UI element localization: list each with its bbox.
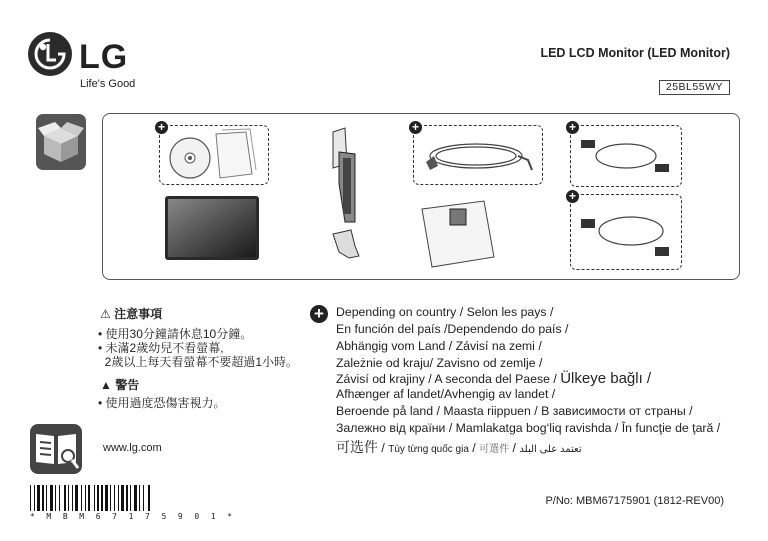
caution-item: • 使用30分鐘請休息10分鐘。 [98,327,253,341]
barcode-bar [55,485,56,511]
country-line: En función del país /Dependendo do país / [336,322,569,336]
barcode-bar [94,485,95,511]
country-line: Závisí od krajiny / A seconda del Paese / Ülkeye bağlı / [336,370,652,387]
barcode-bar [130,485,131,511]
barcode-bar [148,485,150,511]
barcode-bar [105,485,108,511]
country-line: Depending on country / Selon les pays / [336,305,554,319]
barcode-bar [81,485,82,511]
barcode-bar [85,485,86,511]
barcode-bar [88,485,90,511]
barcode-bar [121,485,124,511]
barcode-bar [110,485,111,511]
barcode-bar [101,485,103,511]
barcode-bar [42,485,44,511]
optional-cd-group [159,125,269,185]
optional-marker-icon: + [409,121,422,134]
brand-name: LG [79,38,129,76]
manual-icon [30,424,82,474]
part-number: P/No: MBM67175901 (1812-REV00) [545,495,724,507]
optional-dp-cable-group [570,194,682,270]
barcode [30,485,152,511]
slogan: Life's Good [80,78,136,90]
country-line: 可选件 / Tùy từng quốc gia / 可選件 / تعتمد على البلد [336,439,582,455]
warning-heading: ▲ 警告 [100,378,140,392]
monitor-icon [163,194,261,269]
country-line: Beroende på land / Maasta riippuen / В зависимости от страны / [336,404,693,418]
caution-item: • 未滿2歲幼兒不看螢幕, [98,341,224,355]
wall-clip-icon [329,228,363,265]
barcode-text: * M B M 6 7 1 7 5 9 0 1 * [30,512,236,521]
optional-marker-icon: + [566,190,579,203]
optional-marker-icon: + [155,121,168,134]
barcode-bar [72,485,73,511]
optional-power-cord-group [413,125,543,185]
package-contents-panel [102,113,740,280]
barcode-bar [97,485,99,511]
barcode-bar [134,485,137,511]
caution-heading: ⚠ 注意事項 [100,307,163,321]
optional-marker-icon: + [566,121,579,134]
warning-icon: ▲ [100,378,112,392]
barcode-bar [143,485,144,511]
optional-hdmi-cable-group [570,125,682,187]
barcode-bar [34,485,35,511]
barcode-bar [50,485,53,511]
caution-icon: ⚠ [100,307,111,321]
package-contents-icon [36,114,86,170]
barcode-bar [64,485,66,511]
barcode-bar [30,485,31,511]
barcode-bar [37,485,40,511]
barcode-bar [126,485,128,511]
barcode-bar [68,485,69,511]
barcode-bar [118,485,119,511]
barcode-bar [114,485,115,511]
barcode-bar [59,485,60,511]
country-line: Zależnie od kraju/ Zavisno od zemlje / [336,356,543,370]
country-line: Залежно від країни / Mamlakatga bog‘liq ravishda / În funcţie de ţară / [336,421,721,435]
barcode-bar [75,485,78,511]
country-line: Abhängig vom Land / Závisí na zemi / [336,339,542,353]
barcode-bar [46,485,47,511]
product-title: LED LCD Monitor (LED Monitor) [540,46,730,60]
caution-item: 2歲以上每天看螢幕不要超過1小時。 [98,355,299,369]
website-link[interactable]: www.lg.com [103,442,162,454]
stand-body-icon [325,124,365,229]
optional-marker-icon: + [310,305,328,323]
warning-item: • 使用過度恐傷害視力。 [98,396,226,410]
model-number: 25BL55WY [659,80,730,95]
barcode-bar [139,485,140,511]
country-line: Afhænger af landet/Avhengig av landet / [336,387,556,401]
stand-base-icon [418,199,498,276]
lg-face-icon [28,32,72,76]
